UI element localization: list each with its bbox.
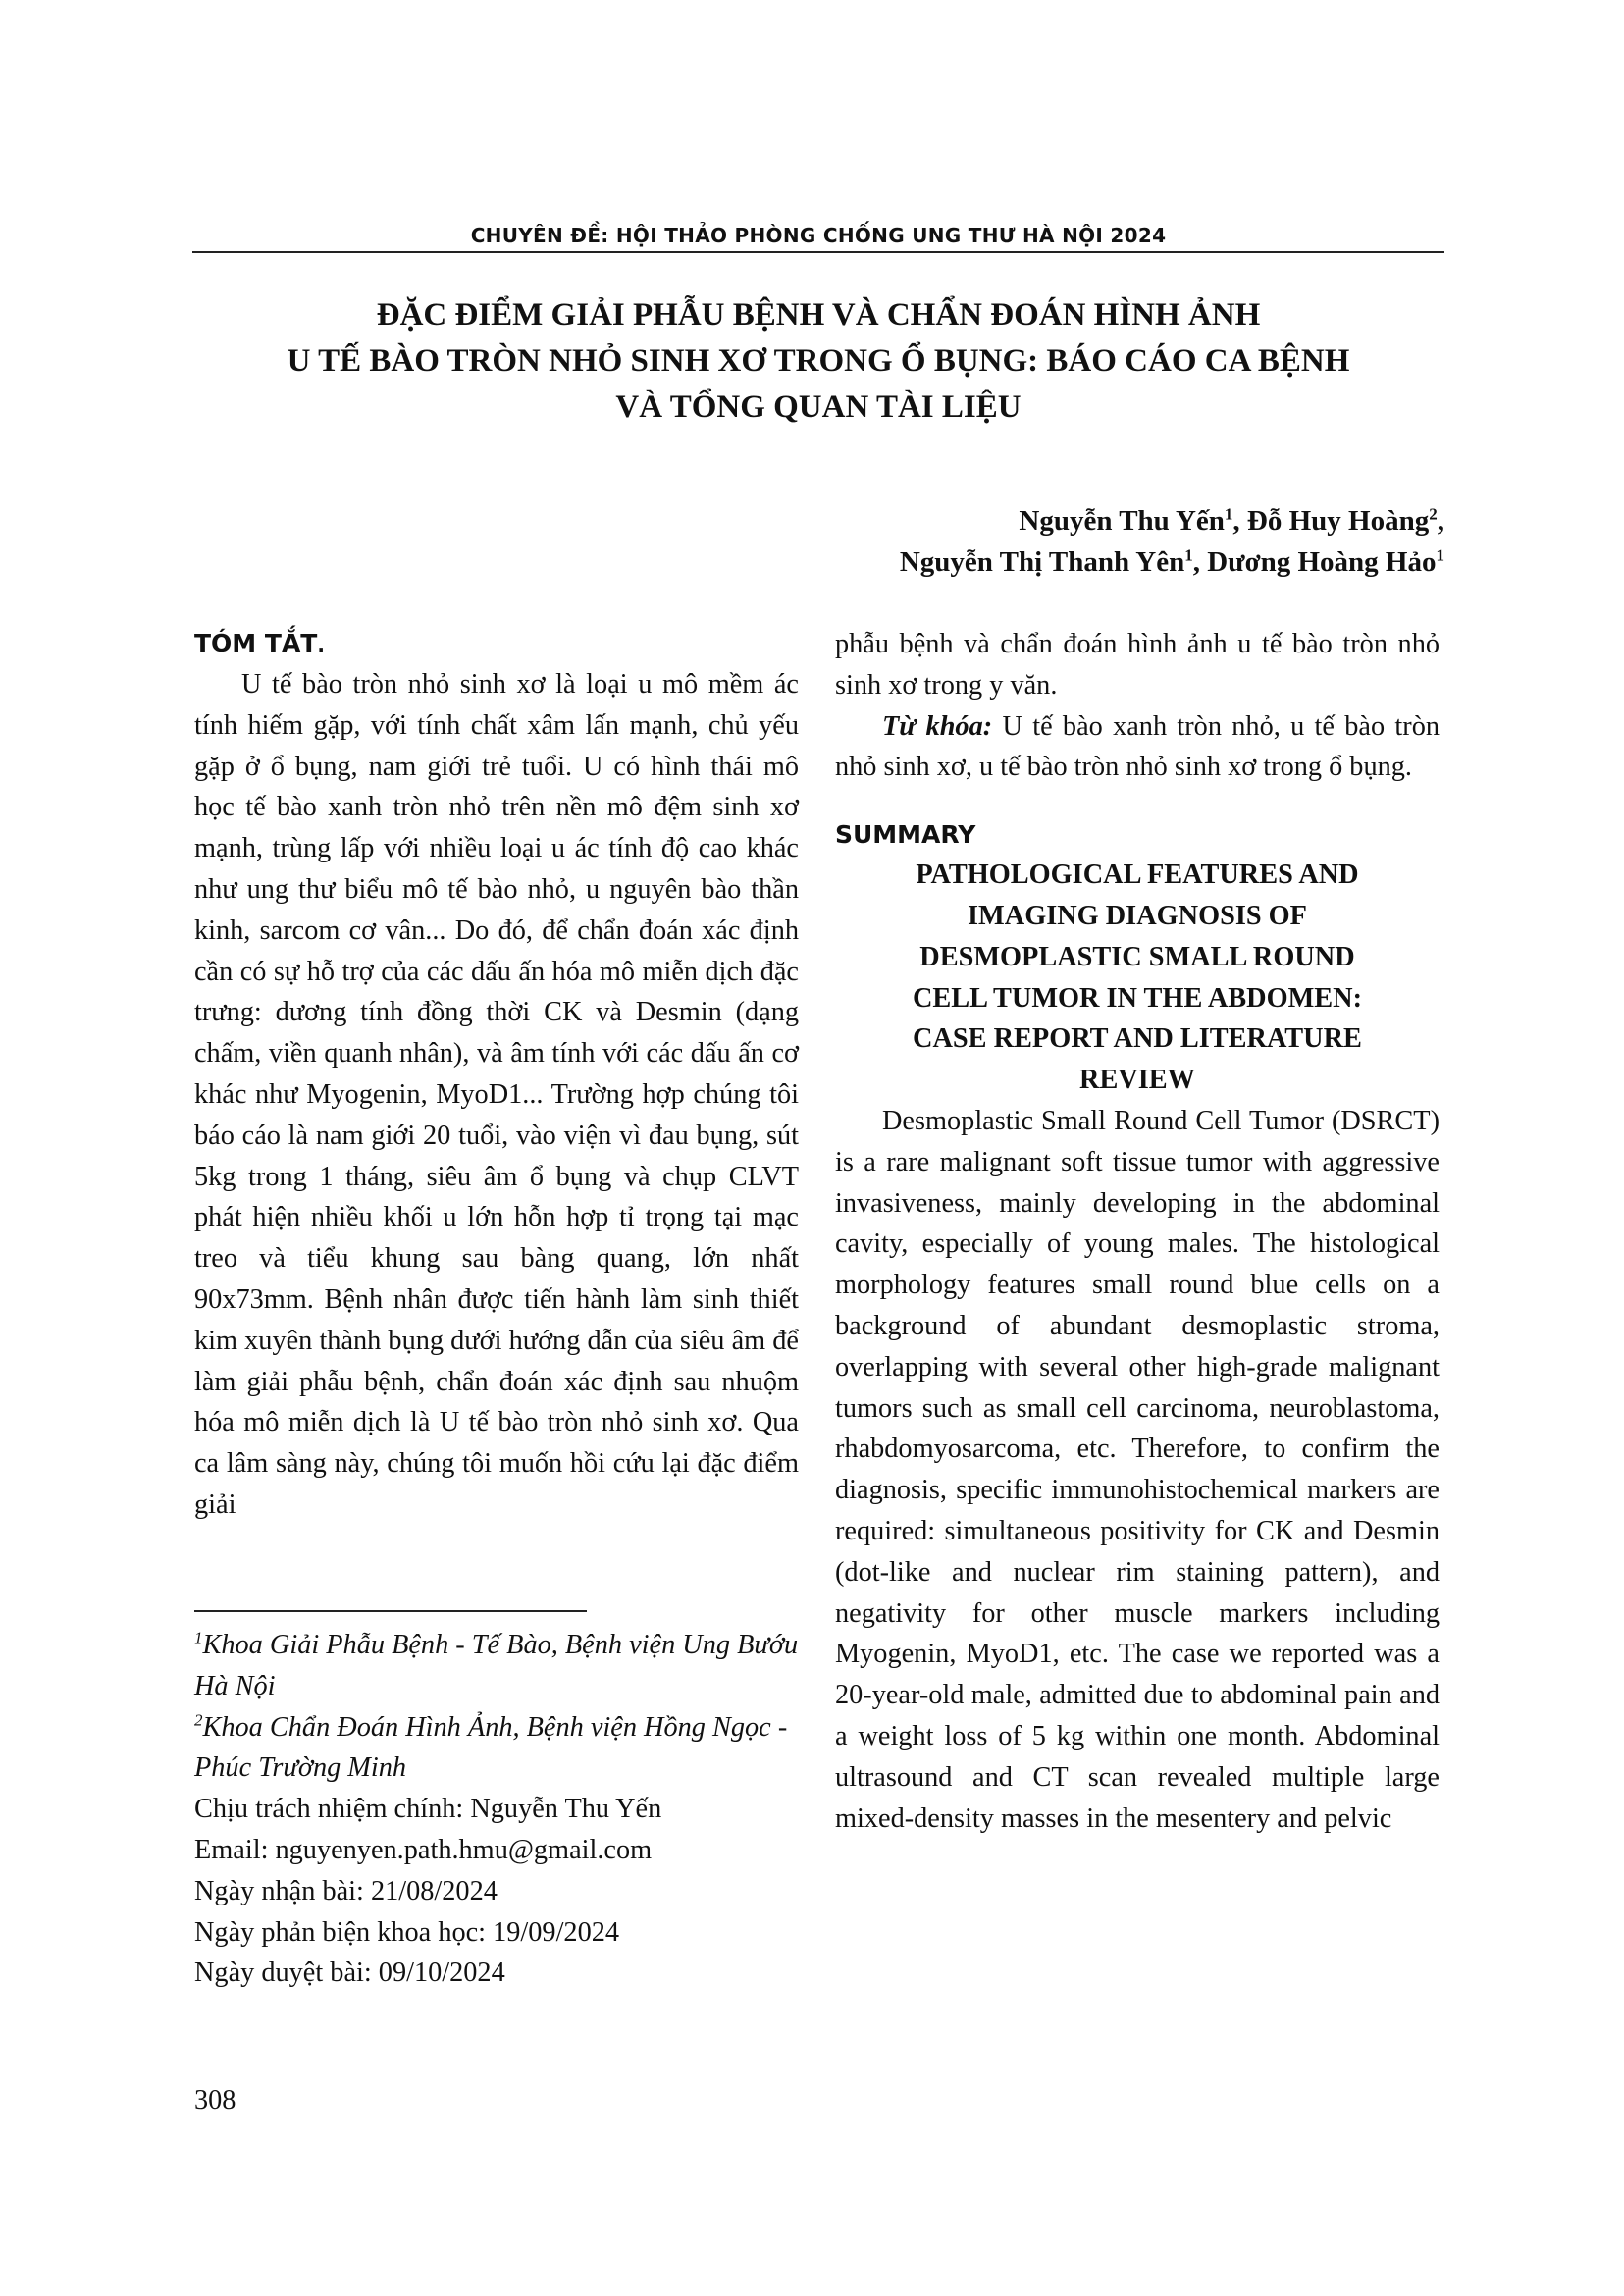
affiliation-mark: 2	[1429, 504, 1438, 524]
page-number: 308	[194, 2085, 236, 2115]
author-line-1	[900, 500, 1444, 542]
abstract-heading-text: TÓM TẮT	[194, 629, 318, 657]
keywords-label: Từ khóa:	[882, 710, 993, 742]
summary-title-line: CASE REPORT AND LITERATURE	[913, 1023, 1362, 1055]
footnote-affiliation-2	[194, 1707, 822, 1790]
keywords-text: U tế bào xanh tròn nhỏ, u tế bào tròn nhỏ sinh xơ, u tế bào tròn nhỏ sinh xơ trong ổ bụng.	[835, 710, 1441, 783]
header-rule	[192, 251, 1444, 253]
footnotes	[194, 1625, 822, 1994]
author-name: Nguyễn Thu Yến	[1019, 505, 1225, 537]
summary-title-line: PATHOLOGICAL FEATURES AND	[916, 860, 1359, 891]
title-line-1: ĐẶC ĐIỂM GIẢI PHẪU BỆNH VÀ CHẨN ĐOÁN HÌNH ẢNH	[376, 297, 1261, 333]
abstract-heading	[194, 624, 799, 664]
author-name: Dương Hoàng Hảo	[1207, 547, 1437, 578]
title-line-2: U TẾ BÀO TRÒN NHỎ SINH XƠ TRONG Ổ BỤNG: BÁO CÁO CA BỆNH	[287, 343, 1350, 379]
date-reviewed: Ngày phản biện khoa học: 19/09/2024	[194, 1916, 620, 1948]
date-accepted: Ngày duyệt bài: 09/10/2024	[194, 1957, 505, 1989]
summary-heading: SUMMARY	[835, 820, 976, 850]
title-line-3: VÀ TỔNG QUAN TÀI LIỆU	[615, 390, 1022, 425]
footnote-rule	[194, 1610, 587, 1612]
article-title	[192, 292, 1444, 431]
summary-title-line: DESMOPLASTIC SMALL ROUND	[919, 941, 1355, 972]
author-line-2	[900, 542, 1444, 583]
running-head: CHUYÊN ĐỀ: HỘI THẢO PHÒNG CHỐNG UNG THƯ HÀ NỘI 2024	[470, 224, 1167, 247]
author-name: Đỗ Huy Hoàng	[1246, 505, 1430, 537]
abstract-continuation: phẫu bệnh và chẩn đoán hình ảnh u tế bào tròn nhỏ sinh xơ trong y văn.	[835, 629, 1440, 701]
summary-title-line: REVIEW	[1079, 1065, 1195, 1096]
author-name: Nguyễn Thị Thanh Yên	[899, 547, 1185, 578]
footnote-mark: 2	[194, 1710, 203, 1730]
keywords	[835, 706, 1440, 789]
summary-title-line: IMAGING DIAGNOSIS OF	[968, 900, 1307, 931]
affiliation-mark: 1	[1184, 546, 1193, 565]
right-column	[835, 624, 1440, 1839]
author-separator: ,	[1437, 505, 1444, 537]
author-separator: ,	[1232, 505, 1247, 537]
author-list	[900, 500, 1444, 583]
summary-title	[835, 855, 1440, 1101]
left-column	[194, 624, 799, 1526]
email: Email: nguyenyen.path.hmu@gmail.com	[194, 1834, 653, 1865]
footnote-affiliation-1	[194, 1625, 822, 1707]
corresponding-author: Chịu trách nhiệm chính: Nguyễn Thu Yến	[194, 1794, 662, 1825]
author-separator: ,	[1192, 547, 1208, 578]
summary-title-line: CELL TUMOR IN THE ABDOMEN:	[912, 982, 1363, 1014]
footnote-text: Khoa Giải Phẫu Bệnh - Tế Bào, Bệnh viện Ung Bướu Hà Nội	[194, 1630, 799, 1701]
summary-body: Desmoplastic Small Round Cell Tumor (DSRCT) is a rare malignant soft tissue tumor with aggressive invasiveness, mainly developing in the abdominal cavity, especially of young males. The histological morphology features small round blue cells on a background of abundant desmoplastic stroma, overlapping with several other high-grade malignant tumors such as small cell carcinoma, neuroblastoma, rhabdomyosarcoma, etc. Therefore, to confirm the diagnosis, specific immunohistochemical markers are required: simultaneous positivity for CK and Desmin (dot-like and nuclear rim staining pattern), and negativity for other muscle markers including Myogenin, MyoD1, etc. The case we reported was a 20-year-old male, admitted due to abdominal pain and a weight loss of 5 kg within one month. Abdominal ultrasound and CT scan revealed multiple large mixed-density masses in the mesentery and pelvic	[835, 1105, 1440, 1834]
affiliation-mark: 1	[1224, 504, 1233, 524]
abstract-heading-dot: .	[317, 633, 325, 656]
affiliation-mark: 1	[1436, 546, 1444, 565]
abstract-body: U tế bào tròn nhỏ sinh xơ là loại u mô mềm ác tính hiếm gặp, với tính chất xâm lấn mạnh, chủ yếu gặp ở ổ bụng, nam giới trẻ tuổi. U có hình thái mô học tế bào xanh tròn nhỏ trên nền mô đệm sinh xơ mạnh, trùng lấp với nhiều loại u ác tính độ cao khác như ung thư biểu mô tế bào nhỏ, u nguyên bào thần kinh, sarcom cơ vân... Do đó, để chẩn đoán xác định cần có sự hỗ trợ của các dấu ấn hóa mô miễn dịch đặc trưng: dương tính đồng thời CK và Desmin (dạng chấm, viền quanh nhân), và âm tính với các dấu ấn cơ khác như Myogenin, MyoD1... Trường hợp chúng tôi báo cáo là nam giới 20 tuổi, vào viện vì đau bụng, sút 5kg trong 1 tháng, siêu âm ổ bụng và chụp CLVT phát hiện nhiều khối u lớn hỗn hợp tỉ trọng tại mạc treo và tiểu khung sau bàng quang, lớn nhất 90x73mm. Bệnh nhân được tiến hành làm sinh thiết kim xuyên thành bụng dưới hướng dẫn của siêu âm để làm giải phẫu bệnh, chẩn đoán xác định sau nhuộm hóa mô miễn dịch là U tế bào tròn nhỏ sinh xơ. Qua ca lâm sàng này, chúng tôi muốn hồi cứu lại đặc điểm giải	[194, 669, 799, 1520]
footnote-text: Khoa Chẩn Đoán Hình Ảnh, Bệnh viện Hồng Ngọc - Phúc Trường Minh	[194, 1711, 788, 1784]
date-received: Ngày nhận bài: 21/08/2024	[194, 1875, 498, 1906]
footnote-mark: 1	[194, 1628, 203, 1647]
